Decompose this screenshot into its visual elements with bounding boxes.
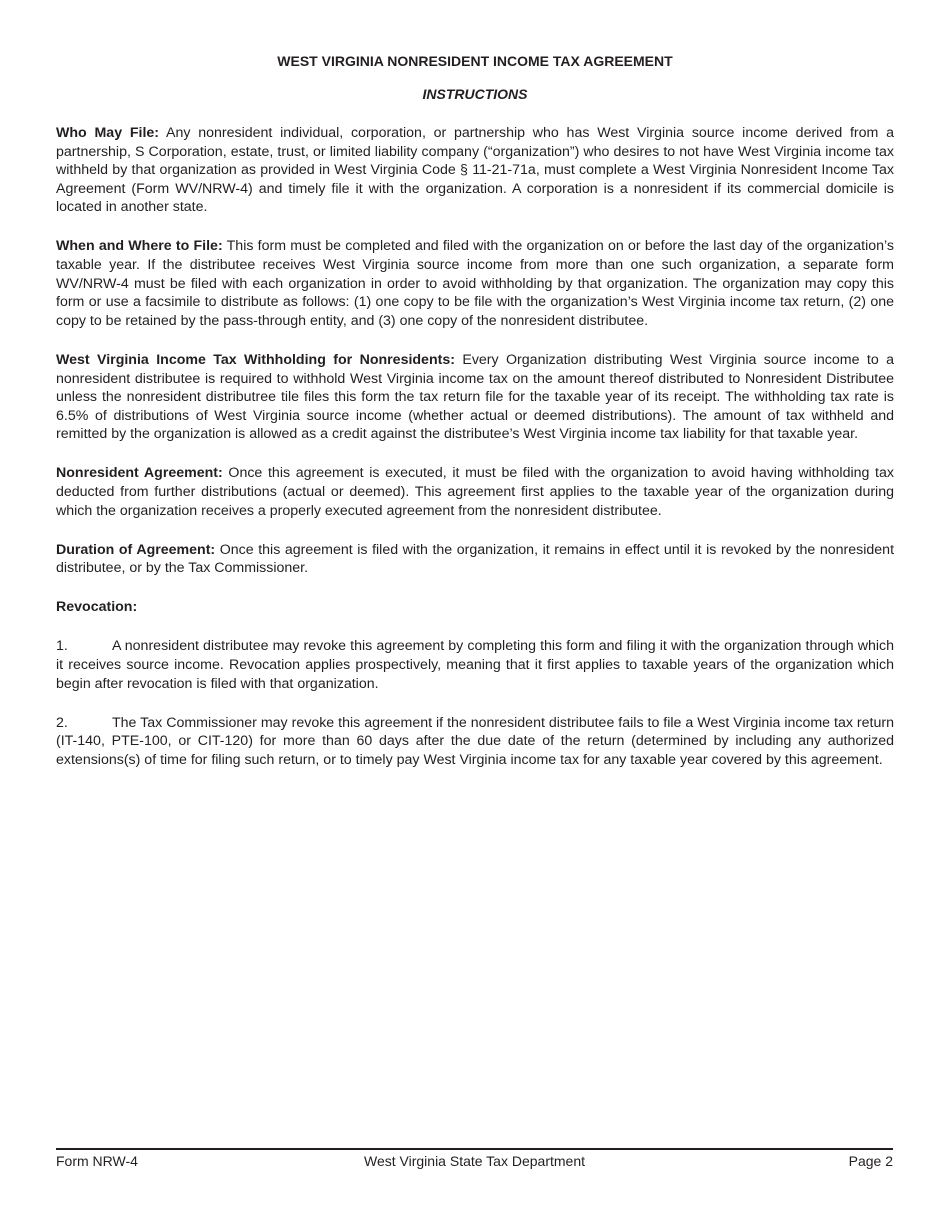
footer-divider: [56, 1148, 893, 1150]
section-heading: Who May File:: [56, 125, 160, 141]
item-number: 2.: [56, 714, 68, 731]
section-text: This form must be completed and filed with the organization on or before the last day of the organization’s taxable year. If the distributee receives West Virginia source income from more than one such organization, a separate form WV/NRW-4 must be filed with each organization in order to avoid withholding by that organization. The organization may copy this form or use a facsimile to distribute as follows: (1) one copy to be file with the organization’s West Virginia income tax return, (2) one copy to be retained by the pass-through entity, and (3) one copy of the nonresident distributee.: [56, 238, 894, 329]
section-heading: West Virginia Income Tax Withholding for Nonresidents:: [56, 351, 455, 368]
page-footer: [56, 1153, 893, 1173]
section-who-may-file: [56, 124, 894, 217]
footer-form-name: Form NRW-4: [56, 1153, 138, 1169]
item-text: The Tax Commissioner may revoke this agreement if the nonresident distributee fails to file a West Virginia income tax return (IT-140, PTE-100, or CIT-120) for more than 60 days after the due date of the return (determined by including any authorized extensions(s) of time for filing such return, or to timely pay West Virginia income tax for any taxable year covered by this agreement.: [56, 714, 894, 768]
section-nonresident-agreement: [56, 464, 894, 520]
section-text: Once this agreement is executed, it must be filed with the organization to avoid having withholding tax deducted from further distributions (actual or deemed). This agreement first applies to the taxable year of the organization during which the organization receives a properly executed agreement from the nonresident distributee.: [56, 465, 894, 519]
section-when-where-to-file: [56, 237, 894, 330]
section-text: Once this agreement is filed with the organization, it remains in effect until it is revoked by the nonresident distributee, or by the Tax Commissioner.: [56, 541, 895, 577]
section-duration: [56, 541, 894, 578]
section-heading: When and Where to File:: [56, 238, 223, 255]
section-withholding: [56, 351, 894, 444]
section-heading: Duration of Agreement:: [56, 541, 216, 558]
footer-page-number: Page 2: [848, 1153, 893, 1169]
instructions-body: [56, 124, 894, 790]
section-text: Any nonresident individual, corporation, or partnership who has West Virginia source income derived from a partnership, S Corporation, estate, trust, or limited liability company (“organization”) who desires to not have West Virginia income tax withheld by that organization as provided in West Virginia Code § 11-21-71a, must complete a West Virginia Nonresident Income Tax Agreement (Form WV/NRW-4) and timely file it with the organization. A corporation is a nonresident if its commercial domicile is located in another state.: [56, 125, 894, 216]
document-title: WEST VIRGINIA NONRESIDENT INCOME TAX AGREEMENT: [277, 53, 673, 69]
item-text: A nonresident distributee may revoke this agreement by completing this form and filing it with the organization through which it receives source income. Revocation applies prospectively, meaning that it first applies to taxable years of the organization which begin after revocation is filed with that organization.: [56, 638, 894, 692]
revocation-item: [56, 714, 894, 770]
section-heading: Nonresident Agreement:: [56, 465, 223, 482]
footer-department: West Virginia State Tax Department: [364, 1153, 585, 1169]
revocation-item: [56, 637, 894, 693]
item-number: 1.: [56, 638, 68, 655]
section-text: Every Organization distributing West Virginia source income to a nonresident distributee is required to withhold West Virginia income tax on the amount thereof distributed to Nonresident Distributee unless the nonresident distributree tile files this form the tax return file for the taxable year of its receipt. The withholding tax rate is 6.5% of distributions of West Virginia source income (whether actual or deemed distributions). The amount of tax withheld and remitted by the organization is allowed as a credit against the distributee’s West Virginia income tax liability for that taxable year.: [56, 351, 894, 443]
revocation-heading: Revocation:: [56, 599, 138, 616]
document-subtitle: INSTRUCTIONS: [422, 86, 528, 102]
